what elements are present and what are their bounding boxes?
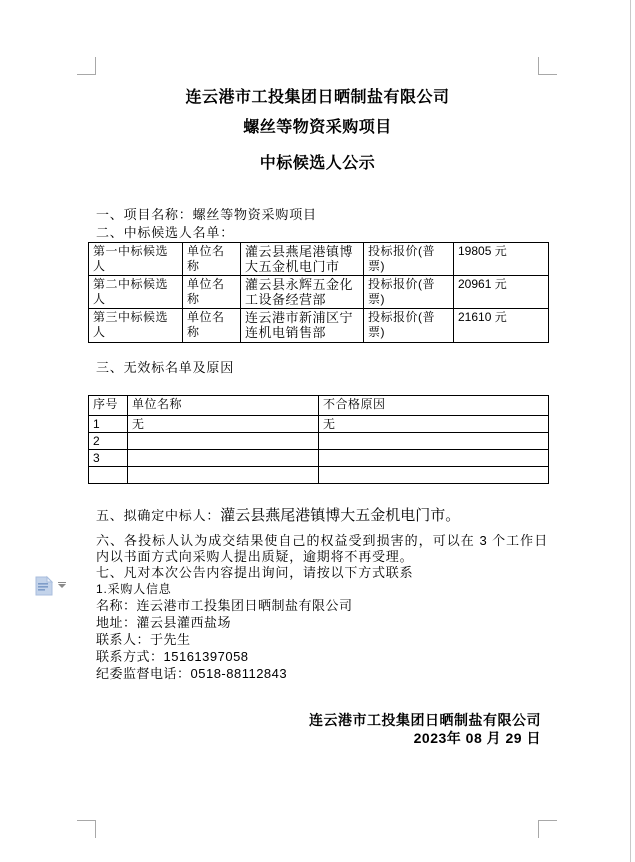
section-3-invalid-bids-heading: 三、无效标名单及原因 — [96, 360, 235, 375]
invalid-table-header-row — [89, 396, 549, 416]
price-value-cell: 19805 元 — [454, 243, 549, 276]
price-label-cell: 投标报价(普票) — [364, 309, 454, 343]
unit-name-cell: 灌云县永辉五金化工设备经营部 — [241, 276, 364, 309]
candidate-rank-cell: 第一中标候选人 — [89, 243, 183, 276]
doc-title-announcement: 中标候选人公示 — [259, 155, 376, 172]
candidate-rank-cell: 第二中标候选人 — [89, 276, 183, 309]
seq-cell: 2 — [89, 433, 128, 450]
price-value-cell: 20961 元 — [454, 276, 549, 309]
unit-name-cell: 灌云县燕尾港镇博大五金机电门市 — [241, 243, 364, 276]
unit-label-cell: 单位名称 — [183, 309, 241, 343]
dropdown-arrow-icon[interactable] — [58, 584, 66, 588]
signature-company: 连云港市工投集团日晒制盐有限公司 — [309, 712, 541, 728]
section-2-candidate-list-heading: 二、中标候选人名单： — [96, 225, 235, 240]
section-1-project-name: 一、项目名称：螺丝等物资采购项目 — [96, 207, 317, 222]
seq-cell — [89, 467, 128, 484]
buyer-contact-block — [96, 597, 353, 682]
price-label-cell: 投标报价(普票) — [364, 276, 454, 309]
reason-cell — [319, 467, 549, 484]
reason-cell — [319, 450, 549, 467]
signature-date: 2023年 08 月 29 日 — [413, 730, 541, 746]
header-unit-name: 单位名称 — [128, 396, 319, 416]
buyer-name-line: 名称：连云港市工投集团日晒制盐有限公司 — [96, 598, 353, 613]
unit-cell — [128, 467, 319, 484]
unit-cell: 无 — [128, 416, 319, 433]
invalid-row-4 — [89, 467, 549, 484]
candidate-row-1 — [89, 243, 549, 276]
candidate-row-3 — [89, 309, 549, 343]
invalid-row-1 — [89, 416, 549, 433]
paste-options-button[interactable] — [34, 575, 68, 599]
invalid-row-3 — [89, 450, 549, 467]
section-5-winner — [96, 508, 460, 524]
reason-cell — [319, 433, 549, 450]
seq-cell: 3 — [89, 450, 128, 467]
candidate-rank-cell: 第三中标候选人 — [89, 309, 183, 343]
invalid-row-2 — [89, 433, 549, 450]
unit-label-cell: 单位名称 — [183, 276, 241, 309]
unit-cell — [128, 450, 319, 467]
buyer-info-heading: 1.采购人信息 — [96, 582, 172, 596]
unit-label-cell: 单位名称 — [183, 243, 241, 276]
unit-name-cell: 连云港市新浦区宁连机电销售部 — [241, 309, 364, 343]
reason-cell: 无 — [319, 416, 549, 433]
price-value-cell: 21610 元 — [454, 309, 549, 343]
buyer-contact-person-line: 联系人：于先生 — [96, 632, 191, 647]
unit-cell — [128, 433, 319, 450]
header-reason: 不合格原因 — [319, 396, 549, 416]
seq-cell: 1 — [89, 416, 128, 433]
price-label-cell: 投标报价(普票) — [364, 243, 454, 276]
crop-mark-bottom-left — [77, 820, 96, 838]
buyer-phone-line: 联系方式：15161397058 — [96, 649, 249, 664]
doc-title-company: 连云港市工投集团日晒制盐有限公司 — [185, 89, 450, 106]
candidates-table — [88, 242, 549, 343]
crop-mark-bottom-right — [538, 820, 557, 838]
winner-label: 五、拟确定中标人： — [96, 508, 221, 523]
signature-block — [96, 711, 541, 747]
section-6-objection-notice: 六、各投标人认为成交结果使自己的权益受到损害的，可以在 3 个工作日内以书面方式向采购人提出质疑，逾期将不再受理。 — [96, 533, 548, 564]
doc-title-project: 螺丝等物资采购项目 — [243, 119, 392, 136]
invalid-bids-table — [88, 395, 549, 484]
header-seq: 序号 — [89, 396, 128, 416]
buyer-address-line: 地址：灌云县灌西盐场 — [96, 615, 232, 630]
discipline-phone-line: 纪委监督电话：0518-88112843 — [96, 666, 288, 681]
crop-mark-top-right — [538, 57, 557, 75]
crop-mark-top-left — [77, 57, 96, 75]
section-7-contact-notice: 七、凡对本次公告内容提出询问，请按以下方式联系 — [96, 565, 414, 580]
candidate-row-2 — [89, 276, 549, 309]
winner-name: 灌云县燕尾港镇博大五金机电门市。 — [220, 508, 461, 524]
